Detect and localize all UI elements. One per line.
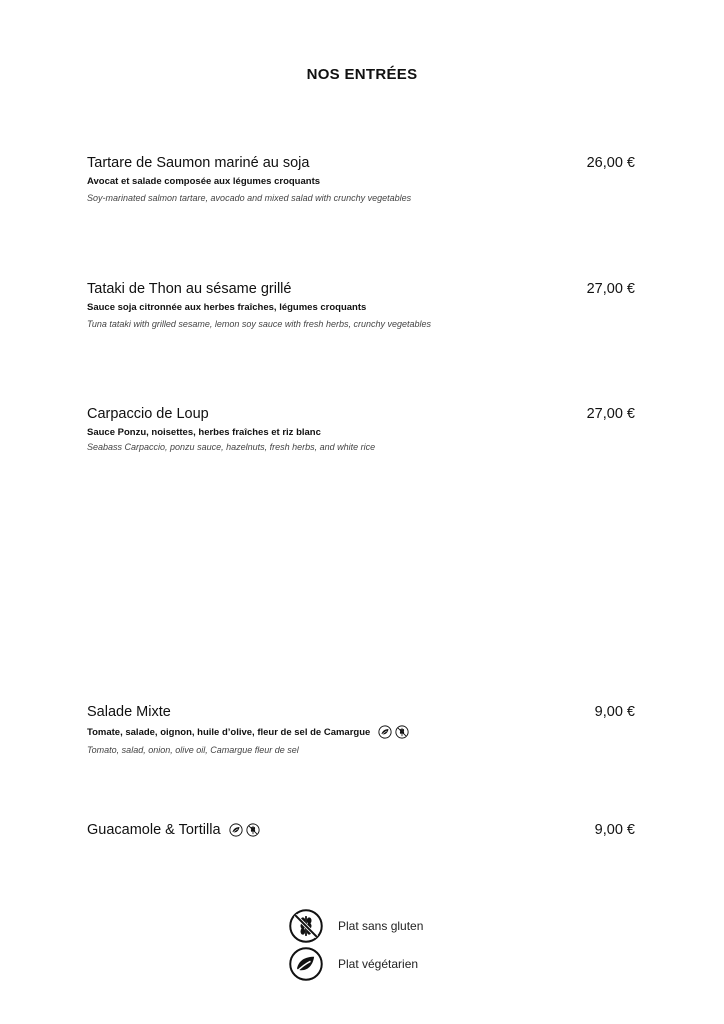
gluten-free-icon	[395, 725, 409, 739]
item-description-fr: Sauce Ponzu, noisettes, herbes fraîches et riz blanc	[87, 427, 321, 438]
item-description-en: Soy-marinated salmon tartare, avocado and mixed salad with crunchy vegetables	[87, 193, 412, 203]
item-name: Carpaccio de Loup	[87, 406, 209, 422]
legend-label: Plat sans gluten	[338, 919, 424, 933]
menu-item	[87, 704, 635, 755]
menu-item	[87, 406, 635, 452]
menu-item	[87, 281, 635, 329]
item-description-fr: Avocat et salade composée aux légumes croquants	[87, 176, 321, 187]
gluten-free-icon	[246, 823, 260, 837]
item-price: 26,00 €	[586, 155, 635, 171]
item-description-en: Tuna tataki with grilled sesame, lemon soy sauce with fresh herbs, crunchy vegetables	[87, 319, 431, 329]
menu-item	[87, 155, 635, 203]
item-description-fr: Tomate, salade, oignon, huile d’olive, fleur de sel de Camargue	[87, 726, 371, 738]
item-name-row	[87, 822, 260, 838]
legend-label: Plat végétarien	[338, 957, 419, 971]
item-price: 27,00 €	[586, 406, 635, 422]
vegetarian-icon	[229, 823, 243, 837]
item-name: Guacamole & Tortilla	[87, 822, 221, 838]
gluten-free-icon	[288, 908, 324, 944]
menu-item	[87, 822, 635, 838]
item-description-fr-row	[87, 725, 635, 739]
item-description-en: Seabass Carpaccio, ponzu sauce, hazelnuts, fresh herbs, and white rice	[87, 442, 376, 452]
vegetarian-icon	[288, 946, 324, 982]
item-name: Tataki de Thon au sésame grillé	[87, 281, 292, 297]
vegetarian-icon	[378, 725, 392, 739]
diet-icons	[378, 725, 409, 739]
item-description-fr: Sauce soja citronnée aux herbes fraîches, légumes croquants	[87, 302, 367, 313]
item-price: 27,00 €	[586, 281, 635, 297]
item-description-en: Tomato, salad, onion, olive oil, Camargue fleur de sel	[87, 745, 299, 755]
item-name: Tartare de Saumon mariné au soja	[87, 155, 310, 171]
item-name: Salade Mixte	[87, 704, 171, 720]
item-price: 9,00 €	[594, 822, 635, 838]
legend-gluten-free	[288, 908, 423, 944]
diet-icons	[229, 823, 260, 837]
legend-vegetarian	[288, 946, 418, 982]
page-title: NOS ENTRÉES	[306, 66, 418, 83]
item-price: 9,00 €	[594, 704, 635, 720]
